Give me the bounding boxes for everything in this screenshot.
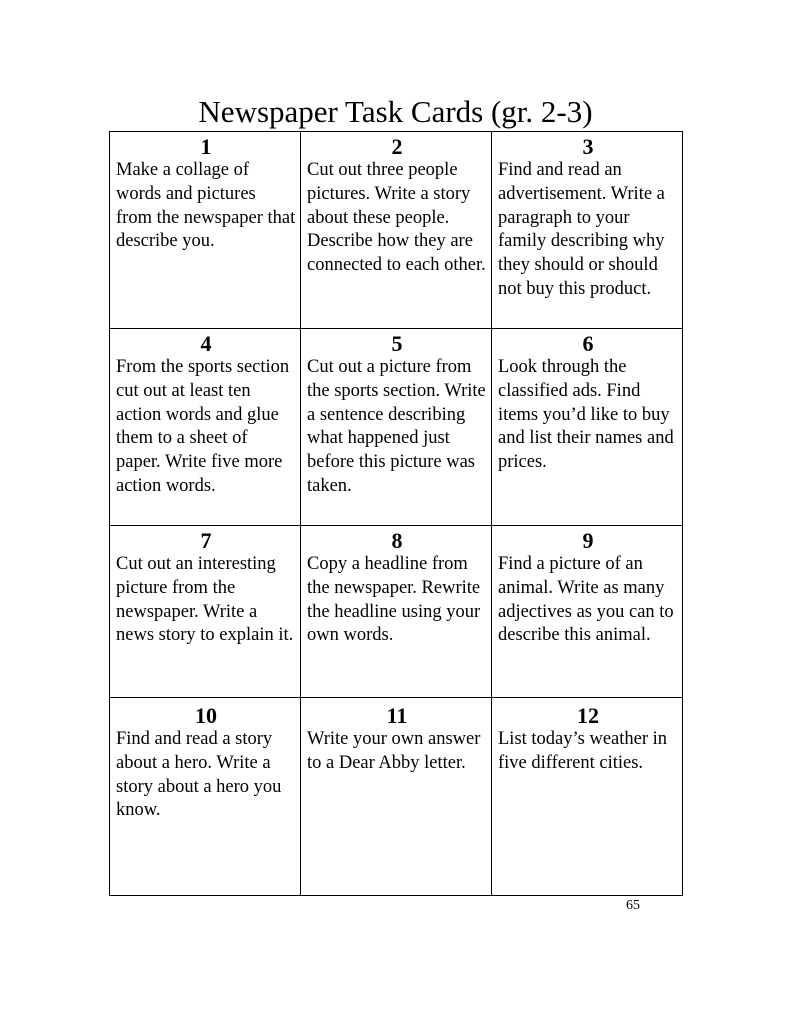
card-text: List today’s weather in five different cities.	[498, 729, 668, 773]
task-card-6	[492, 329, 682, 526]
card-number: 7	[200, 528, 212, 553]
task-card-4	[110, 329, 301, 526]
card-text: Cut out three people pictures. Write a story about these people. Describe how they are connected to each other.	[307, 160, 486, 276]
card-text: Look through the classified ads. Find items you’d like to buy and list their names and prices.	[498, 357, 674, 473]
page-title: Newspaper Task Cards (gr. 2-3)	[198, 94, 593, 129]
card-number: 8	[391, 528, 403, 553]
task-card-7	[110, 526, 301, 698]
card-number: 12	[577, 703, 599, 728]
card-number: 10	[195, 703, 217, 728]
card-number: 3	[582, 134, 594, 159]
task-card-12	[492, 698, 682, 895]
card-number: 11	[386, 703, 408, 728]
task-card-1	[110, 132, 301, 329]
card-text: Make a collage of words and pictures from the newspaper that describe you.	[116, 160, 296, 252]
task-card-grid	[109, 131, 683, 896]
card-number: 2	[391, 134, 403, 159]
card-text: Find a picture of an animal. Write as many adjectives as you can to describe this animal.	[498, 554, 674, 646]
card-number: 5	[391, 331, 403, 356]
task-card-5	[301, 329, 492, 526]
card-text: Find and read a story about a hero. Write a story about a hero you know.	[116, 729, 282, 821]
task-card-8	[301, 526, 492, 698]
page-number: 65	[626, 898, 640, 913]
task-card-11	[301, 698, 492, 895]
task-card-9	[492, 526, 682, 698]
card-number: 6	[582, 331, 594, 356]
task-card-2	[301, 132, 492, 329]
task-card-3	[492, 132, 682, 329]
card-number: 1	[200, 134, 212, 159]
card-text: Cut out an interesting picture from the newspaper. Write a news story to explain it.	[116, 554, 294, 646]
task-card-10	[110, 698, 301, 895]
card-number: 4	[200, 331, 212, 356]
card-text: Cut out a picture from the sports section. Write a sentence describing what happened just before this picture was taken.	[307, 357, 486, 496]
card-number: 9	[582, 528, 594, 553]
card-text: Find and read an advertisement. Write a paragraph to your family describing why they should or should not buy this product.	[498, 160, 665, 299]
card-text: Write your own answer to a Dear Abby letter.	[307, 729, 481, 773]
card-text: From the sports section cut out at least ten action words and glue them to a sheet of paper. Write five more action words.	[116, 357, 290, 496]
card-text: Copy a headline from the newspaper. Rewrite the headline using your own words.	[307, 554, 481, 646]
